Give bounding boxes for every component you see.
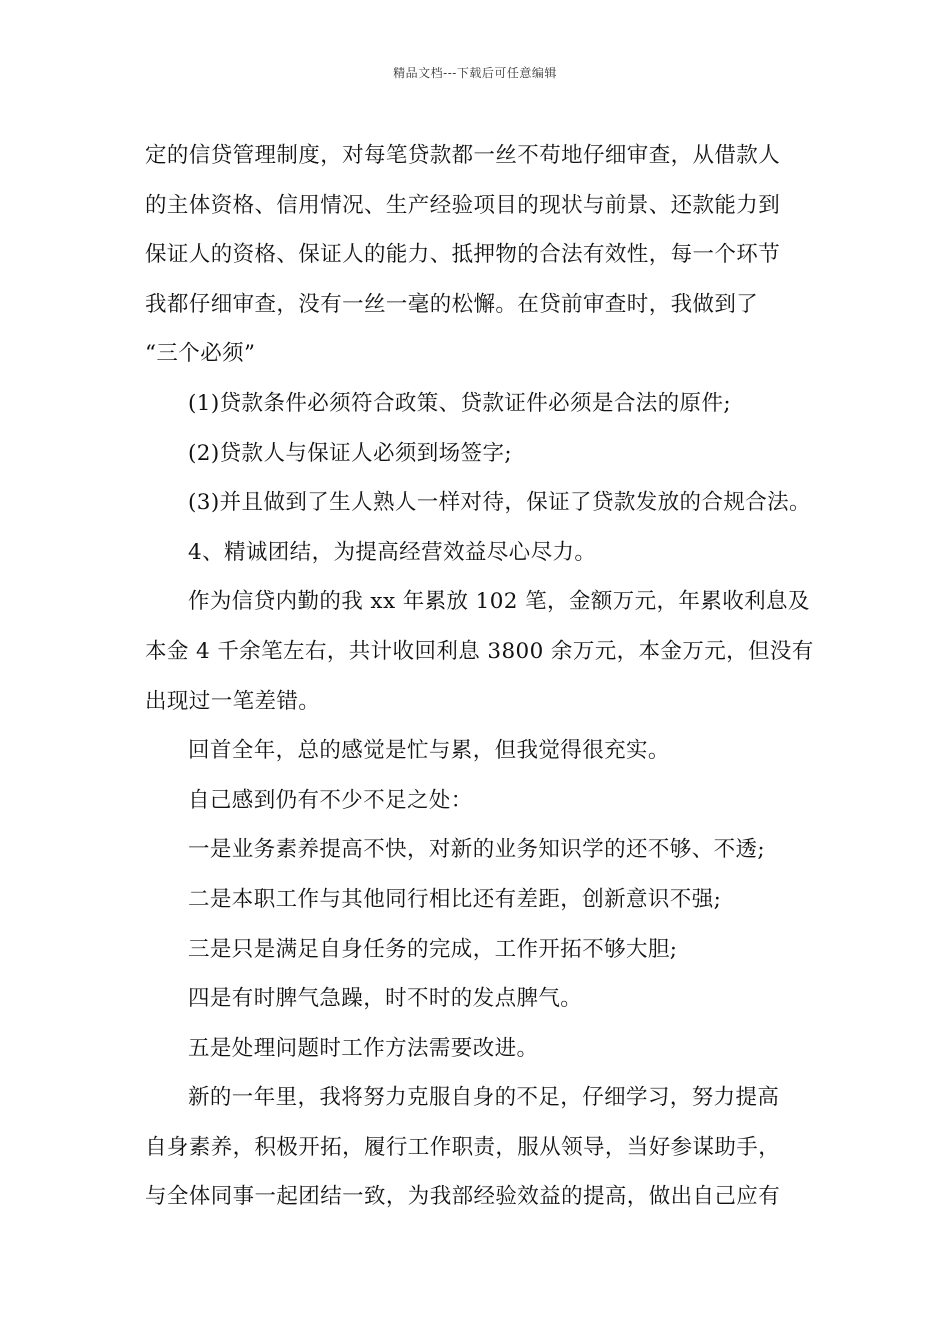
list-item: (2)贷款人与保证人必须到场签字;: [188, 440, 512, 466]
text-line: 本金 4 千余笔左右，共计收回利息 3800 余万元，本金万元，但没有: [145, 638, 814, 664]
text-line: 自己感到仍有不少不足之处：: [188, 787, 473, 813]
list-item: 四是有时脾气急躁，时不时的发点脾气。: [188, 986, 583, 1012]
text-line: 回首全年，总的感觉是忙与累，但我觉得很充实。: [188, 738, 670, 764]
text-line: 新的一年里，我将努力克服自身的不足，仔细学习，努力提高: [188, 1085, 780, 1111]
section-heading: 4、精诚团结，为提高经营效益尽心尽力。: [188, 539, 597, 565]
list-item: (1)贷款条件必须符合政策、贷款证件必须是合法的原件;: [188, 390, 732, 416]
list-item: 一是业务素养提高不快，对新的业务知识学的还不够、不透;: [188, 837, 766, 863]
text-line: “三个必须”: [145, 341, 256, 367]
page-header: 精品文档---下载后可任意编辑: [393, 66, 557, 80]
list-item: 二是本职工作与其他同行相比还有差距，创新意识不强;: [188, 886, 722, 912]
text-line: 定的信贷管理制度，对每笔贷款都一丝不苟地仔细审查，从借款人: [145, 143, 781, 168]
text-line: 的主体资格、信用情况、生产经验项目的现状与前景、还款能力到: [145, 192, 781, 218]
list-item: 三是只是满足自身任务的完成，工作开拓不够大胆;: [188, 936, 678, 962]
text-line: 与全体同事一起团结一致，为我部经验效益的提高，做出自己应有: [145, 1184, 781, 1210]
text-line: 自身素养，积极开拓，履行工作职责，服从领导，当好参谋助手，: [145, 1134, 781, 1160]
text-line: 保证人的资格、保证人的能力、抵押物的合法有效性，每一个环节: [145, 242, 781, 268]
document-body: [145, 131, 825, 1222]
list-item: 五是处理问题时工作方法需要改进。: [188, 1035, 539, 1061]
text-line: 作为信贷内勤的我 xx 年累放 102 笔，金额万元，年累收利息及: [188, 589, 810, 615]
list-item: (3)并且做到了生人熟人一样对待，保证了贷款发放的合规合法。: [188, 490, 811, 516]
text-line: 出现过一笔差错。: [145, 688, 321, 714]
text-line: 我都仔细审查，没有一丝一毫的松懈。在贷前审查时，我做到了: [145, 291, 759, 317]
